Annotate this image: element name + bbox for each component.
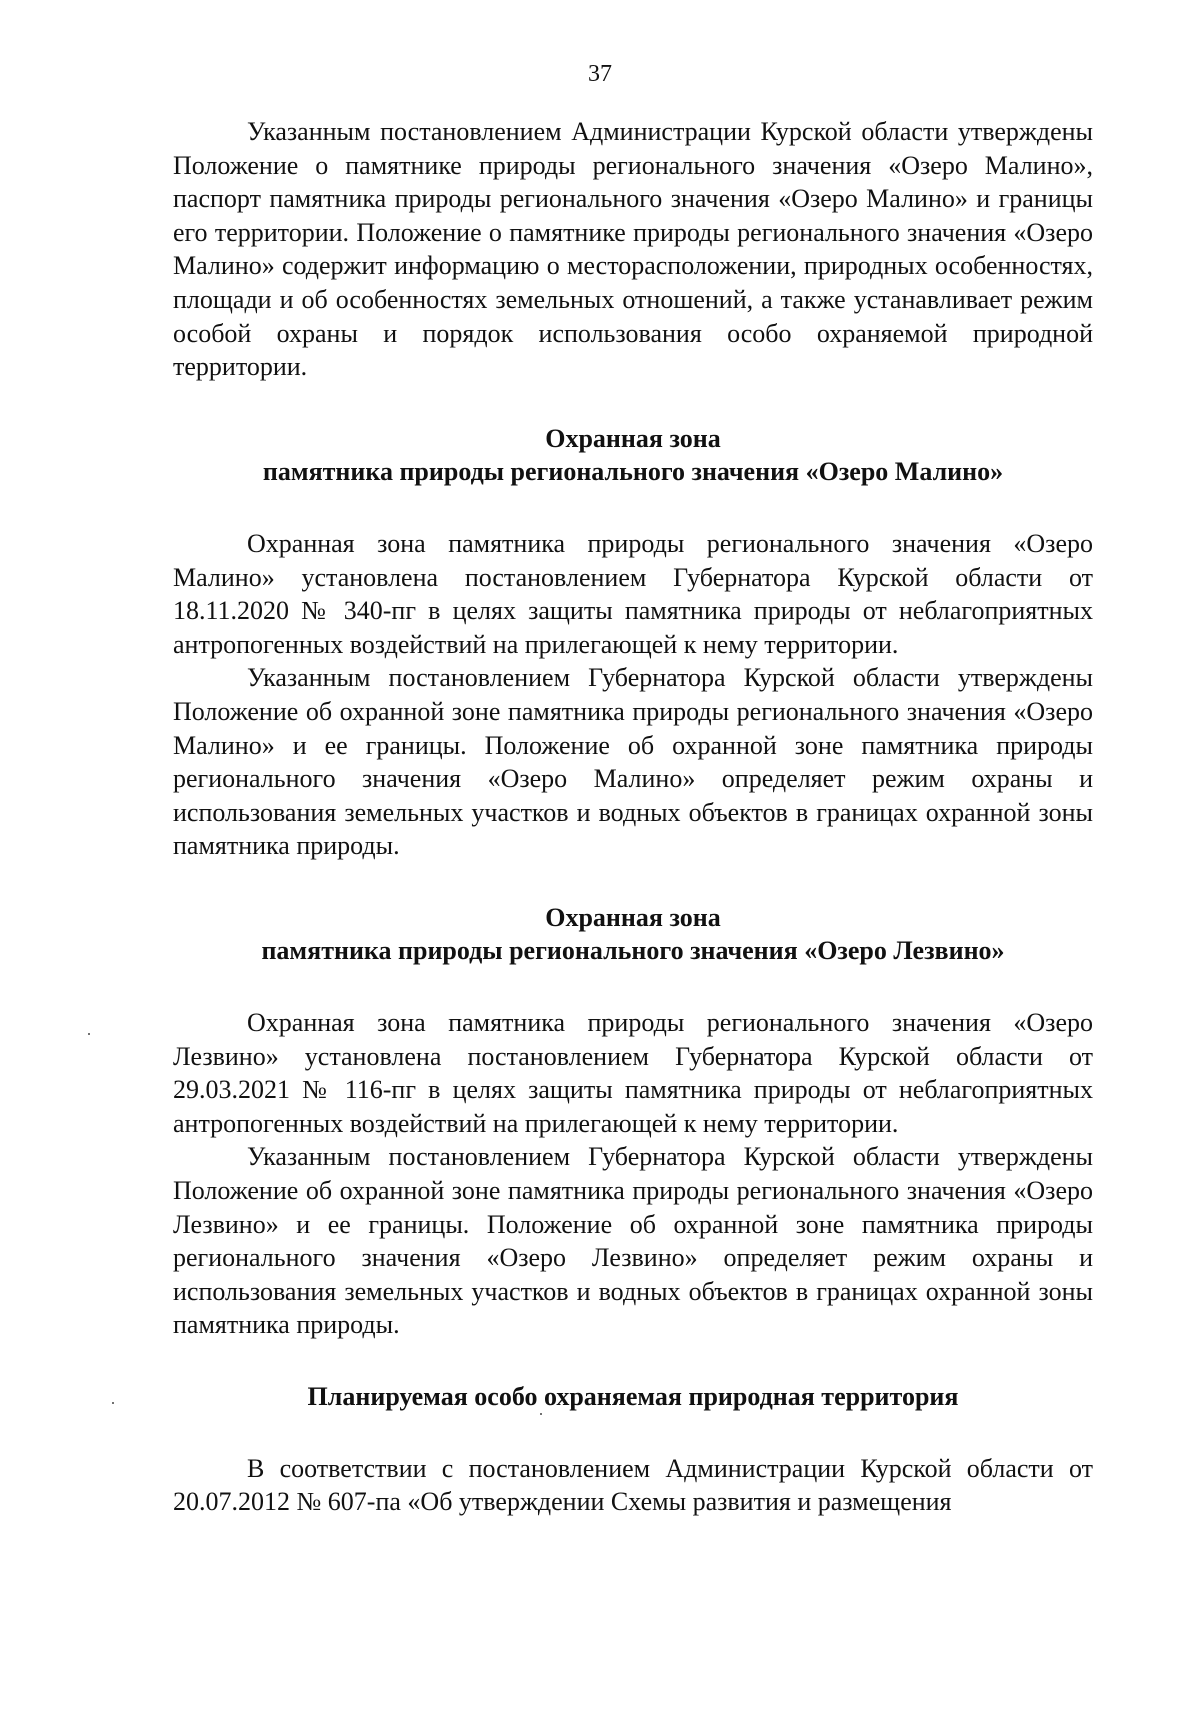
page-number: 37 [588,61,612,87]
malino-paragraph-1: Охранная зона памятника природы регионального значения «Озеро Малино» установлена постановлением Губернатора Курской области от 18.11.2020 № 340-пг в целях защиты памятника природы от неблагоприятных антропогенных воздействий на прилегающей к нему территории. [173,528,1093,659]
intro-paragraph: Указанным постановлением Администрации Курской области утверждены Положение о памятнике природы регионального значения «Озеро Малино», паспорт памятника природы регионального значения «Озеро Малино» и границы его территории. Положение о памятнике природы регионального значения «Озеро Малино» содержит информацию о месторасположении, природных особенностях, площади и об особенностях земельных отношений, а также устанавливает режим особой охраны и порядок использования особо охраняемой природной территории. [173,117,1093,382]
malino-heading-block [173,422,1093,489]
document-body [173,115,1093,1519]
lezvino-paragraph-2: Указанным постановлением Губернатора Курской области утверждены Положение об охранной зоне памятника природы регионального значения «Озеро Лезвино» и ее границы. Положение об охранной зоне памятника природы регионального значения «Озеро Лезвино» определяет режим охраны и использования земельных участков и водных объектов в границах охранной зоны памятника природы. [173,1142,1093,1340]
scan-speck [112,1402,114,1404]
lezvino-section-body [173,1006,1093,1342]
planned-heading-block [173,1380,1093,1414]
lezvino-heading-line1: Охранная зона [545,902,721,932]
scan-speck [88,1033,90,1035]
lezvino-heading-line2: памятника природы регионального значения «Озеро Лезвино» [261,936,1005,966]
lezvino-heading-block [173,901,1093,968]
scan-speck [540,1413,542,1415]
planned-heading: Планируемая особо охраняемая природная территория [307,1382,959,1411]
lezvino-paragraph-1: Охранная зона памятника природы регионального значения «Озеро Лезвино» установлена постановлением Губернатора Курской области от 29.03.2021 № 116-пг в целях защиты памятника природы от неблагоприятных антропогенных воздействий на прилегающей к нему территории. [173,1008,1093,1138]
planned-section-body [173,1452,1093,1519]
malino-heading-line1: Охранная зона [545,423,721,453]
malino-section-body [173,527,1093,863]
malino-paragraph-2: Указанным постановлением Губернатора Курской области утверждены Положение об охранной зоне памятника природы регионального значения «Озеро Малино» и ее границы. Положение об охранной зоне памятника природы регионального значения «Озеро Малино» определяет режим охраны и использования земельных участков и водных объектов в границах охранной зоны памятника природы. [173,663,1093,861]
planned-paragraph-1: В соответствии с постановлением Администрации Курской области от 20.07.2012 № 607-па «Об утверждении Схемы развития и размещения [173,1453,1093,1517]
malino-heading-line2: памятника природы регионального значения «Озеро Малино» [262,457,1004,487]
